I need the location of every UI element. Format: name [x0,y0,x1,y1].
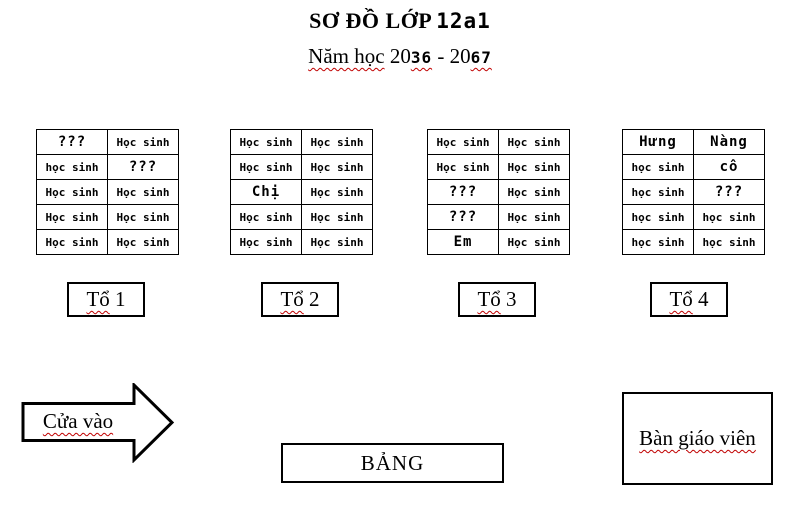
seat-cell: Học sinh [499,205,570,230]
table-row [428,130,570,155]
seat-cell: Học sinh [428,130,499,155]
year1-suffix: 36 [410,48,433,67]
entrance-arrow [21,383,175,463]
seating-table-group-3 [427,129,570,255]
page-title [0,8,800,34]
year-dash: - [437,44,445,68]
seat-cell: học sinh [694,205,765,230]
table-row [623,155,765,180]
seat-cell: Hưng [623,130,694,155]
year2-suffix: 67 [470,48,492,67]
group-label-number: 1 [115,287,126,311]
seat-cell: Học sinh [499,230,570,255]
seat-cell: Chị [231,180,302,205]
table-row [231,130,373,155]
seat-cell: Học sinh [302,205,373,230]
seat-cell: học sinh [623,230,694,255]
seat-cell: Học sinh [37,205,108,230]
seat-cell: học sinh [37,155,108,180]
table-row [37,180,179,205]
seat-cell: Học sinh [37,180,108,205]
table-row [231,180,373,205]
seat-cell: Học sinh [499,130,570,155]
group-label-number: 3 [506,287,517,311]
seat-cell: Học sinh [108,130,179,155]
group-label-word: Tổ [669,287,693,311]
seat-cell: Nàng [694,130,765,155]
seat-cell: Học sinh [108,230,179,255]
seat-cell: cô [694,155,765,180]
school-year-label: Năm học [308,44,385,68]
entrance-label: Cửa vào [42,409,114,433]
table-row [623,130,765,155]
seating-table-group-4 [622,129,765,255]
title-text: SƠ ĐỒ LỚP [309,8,433,33]
seat-cell: Học sinh [428,155,499,180]
seat-cell: ??? [108,155,179,180]
seat-cell: học sinh [623,180,694,205]
seat-cell: Học sinh [499,155,570,180]
seat-cell: học sinh [623,155,694,180]
seating-table-group-2 [230,129,373,255]
seat-cell: Học sinh [231,130,302,155]
seat-cell: ??? [428,205,499,230]
board-label: BẢNG [360,451,425,475]
teacher-desk-box [622,392,773,485]
seat-cell: Học sinh [302,180,373,205]
seat-cell: Em [428,230,499,255]
table-row [623,180,765,205]
seat-cell: học sinh [694,230,765,255]
board-box [281,443,504,483]
seat-cell: học sinh [623,205,694,230]
group-label-to-3 [458,282,536,317]
seat-cell: ??? [694,180,765,205]
table-row [37,130,179,155]
table-row [428,205,570,230]
table-row [37,205,179,230]
school-year-subtitle [0,44,800,69]
group-label-number: 4 [698,287,709,311]
seat-cell: ??? [428,180,499,205]
teacher-desk-label: Bàn giáo viên [639,426,756,450]
title-class-name: 12a1 [436,9,491,33]
table-row [428,180,570,205]
seat-cell: Học sinh [302,230,373,255]
table-row [37,155,179,180]
seat-cell: ??? [37,130,108,155]
seat-cell: Học sinh [108,205,179,230]
seat-cell: Học sinh [231,230,302,255]
group-label-to-1 [67,282,145,317]
seat-cell: Học sinh [231,155,302,180]
group-label-word: Tổ [477,287,501,311]
group-label-word: Tổ [280,287,304,311]
group-label-word: Tổ [86,287,110,311]
year1-prefix: 20 [389,44,411,68]
table-row [231,230,373,255]
seat-cell: Học sinh [302,130,373,155]
year2-prefix: 20 [449,44,471,68]
seat-cell: Học sinh [231,205,302,230]
table-row [428,155,570,180]
table-row [231,205,373,230]
group-label-to-2 [261,282,339,317]
table-row [623,205,765,230]
seat-cell: Học sinh [37,230,108,255]
group-label-number: 2 [309,287,320,311]
group-label-to-4 [650,282,728,317]
seat-cell: Học sinh [302,155,373,180]
table-row [231,155,373,180]
table-row [37,230,179,255]
table-row [428,230,570,255]
seating-table-group-1 [36,129,179,255]
table-row [623,230,765,255]
seat-cell: Học sinh [108,180,179,205]
seat-cell: Học sinh [499,180,570,205]
